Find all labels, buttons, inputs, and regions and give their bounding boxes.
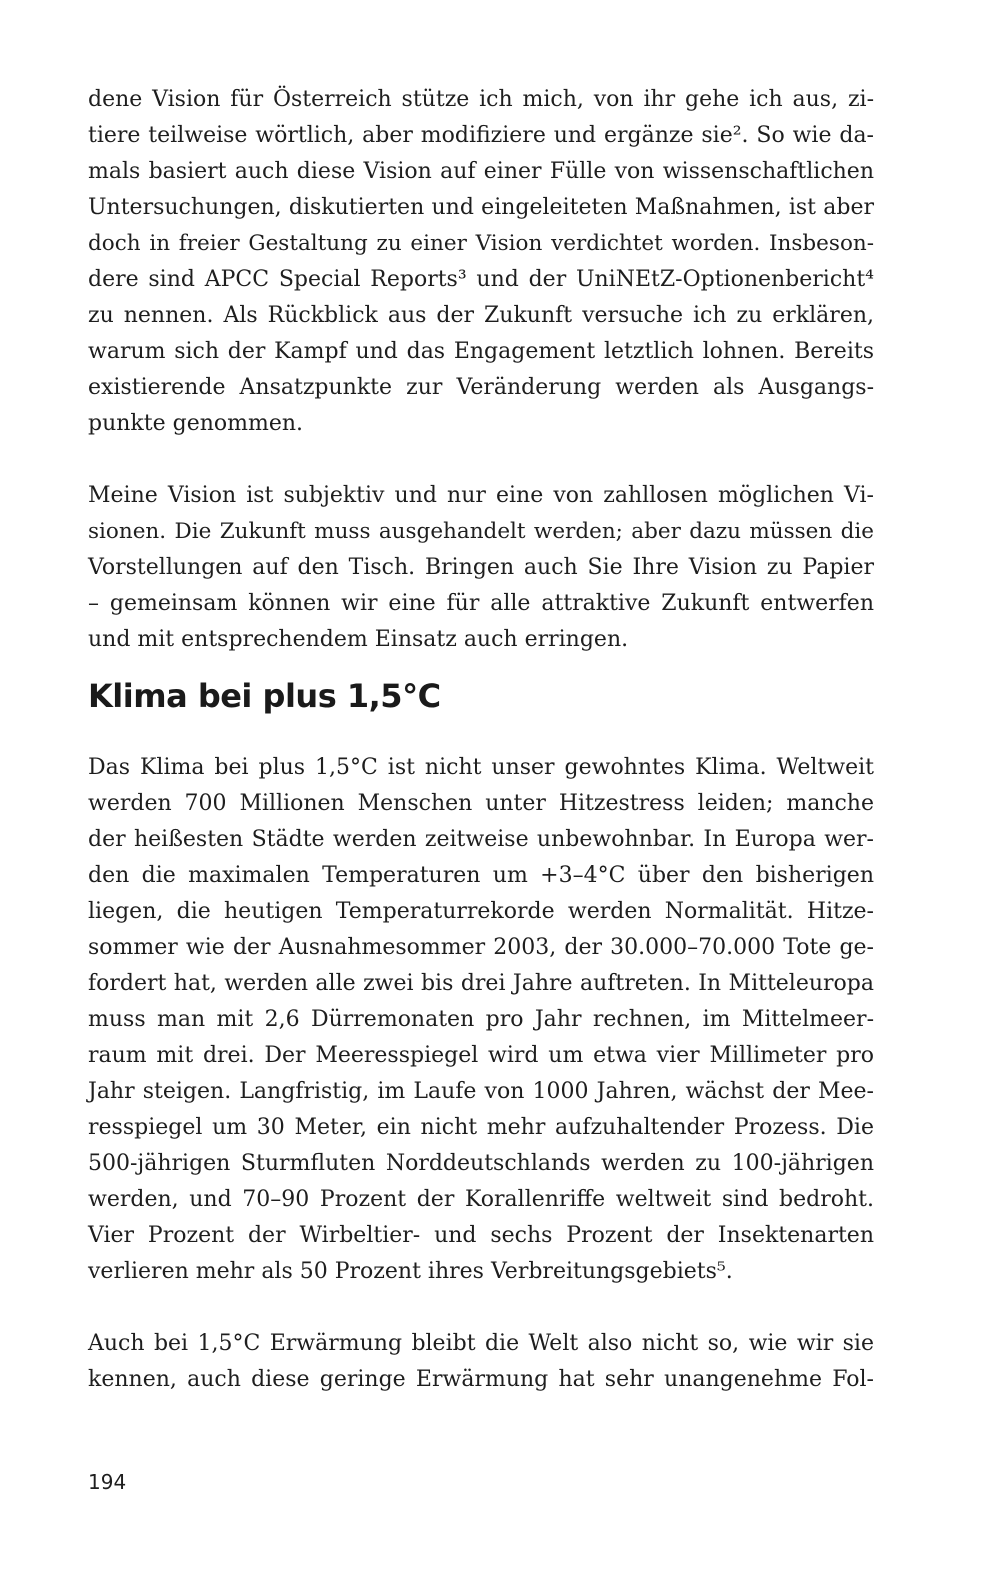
text-line: werden 700 Millionen Menschen unter Hitzestress leiden; manche <box>88 791 874 816</box>
text-line: mals basiert auch diese Vision auf einer Fülle von wissenschaftlichen <box>88 159 874 184</box>
text-line: dere sind APCC Special Reports³ und der UniNEtZ-Optionenbericht⁴ <box>88 267 874 292</box>
page-number: 194 <box>88 1470 127 1494</box>
section-heading: Klima bei plus 1,5°C <box>88 677 441 715</box>
paragraph-warming-consequences <box>88 1326 874 1398</box>
text-line: Meine Vision ist subjektiv und nur eine von zahllosen möglichen Vi- <box>88 483 874 508</box>
paragraph-spacer <box>88 1290 874 1326</box>
text-line: sionen. Die Zukunft muss ausgehandelt werden; aber dazu müssen die <box>88 519 874 544</box>
text-line: werden, und 70–90 Prozent der Korallenriffe weltweit sind bedroht. <box>88 1187 874 1212</box>
text-line: den die maximalen Temperaturen um +3–4°C über den bisherigen <box>88 863 874 888</box>
text-line: zu nennen. Als Rückblick aus der Zukunft versuche ich zu erklären, <box>88 303 874 328</box>
text-line: doch in freier Gestaltung zu einer Vision verdichtet worden. Insbeson- <box>88 231 874 256</box>
text-line: resspiegel um 30 Meter, ein nicht mehr aufzuhaltender Prozess. Die <box>88 1115 874 1140</box>
page-body <box>88 82 874 1398</box>
text-line: dene Vision für Österreich stütze ich mich, von ihr gehe ich aus, zi- <box>88 87 874 112</box>
text-line: und mit entsprechendem Einsatz auch erringen. <box>88 627 629 652</box>
text-line: fordert hat, werden alle zwei bis drei Jahre auftreten. In Mitteleuropa <box>88 971 874 996</box>
text-line: Vier Prozent der Wirbeltier- und sechs Prozent der Insektenarten <box>88 1223 874 1248</box>
text-line: Vorstellungen auf den Tisch. Bringen auch Sie Ihre Vision zu Papier <box>88 555 874 580</box>
text-line: 500-jährigen Sturmfluten Norddeutschlands werden zu 100-jährigen <box>88 1151 874 1176</box>
text-line: warum sich der Kampf und das Engagement letztlich lohnen. Bereits <box>88 339 874 364</box>
text-line: tiere teilweise wörtlich, aber modifiziere und ergänze sie². So wie da- <box>88 123 874 148</box>
paragraph-spacer <box>88 442 874 478</box>
text-line: raum mit drei. Der Meeresspiegel wird um etwa vier Millimeter pro <box>88 1043 874 1068</box>
paragraph-subjective-vision <box>88 478 874 658</box>
text-line: existierende Ansatzpunkte zur Veränderung werden als Ausgangs- <box>88 375 874 400</box>
text-line: Jahr steigen. Langfristig, im Laufe von 1000 Jahren, wächst der Mee- <box>88 1079 874 1104</box>
text-line: liegen, die heutigen Temperaturrekorde werden Normalität. Hitze- <box>88 899 874 924</box>
text-line: Untersuchungen, diskutierten und eingeleiteten Maßnahmen, ist aber <box>88 195 874 220</box>
text-line: sommer wie der Ausnahmesommer 2003, der 30.000–70.000 Tote ge- <box>88 935 874 960</box>
text-line: Das Klima bei plus 1,5°C ist nicht unser gewohntes Klima. Weltweit <box>88 755 874 780</box>
paragraph-climate-facts <box>88 750 874 1290</box>
text-line: punkte genommen. <box>88 411 304 436</box>
text-line: verlieren mehr als 50 Prozent ihres Verbreitungsgebiets⁵. <box>88 1259 733 1284</box>
text-line: muss man mit 2,6 Dürremonaten pro Jahr rechnen, im Mittelmeer- <box>88 1007 874 1032</box>
text-line: – gemeinsam können wir eine für alle attraktive Zukunft entwerfen <box>88 591 874 616</box>
text-line: der heißesten Städte werden zeitweise unbewohnbar. In Europa wer- <box>88 827 874 852</box>
text-line: kennen, auch diese geringe Erwärmung hat sehr unangenehme Fol- <box>88 1367 874 1392</box>
paragraph-vision-intro <box>88 82 874 442</box>
text-line: Auch bei 1,5°C Erwärmung bleibt die Welt also nicht so, wie wir sie <box>88 1331 874 1356</box>
